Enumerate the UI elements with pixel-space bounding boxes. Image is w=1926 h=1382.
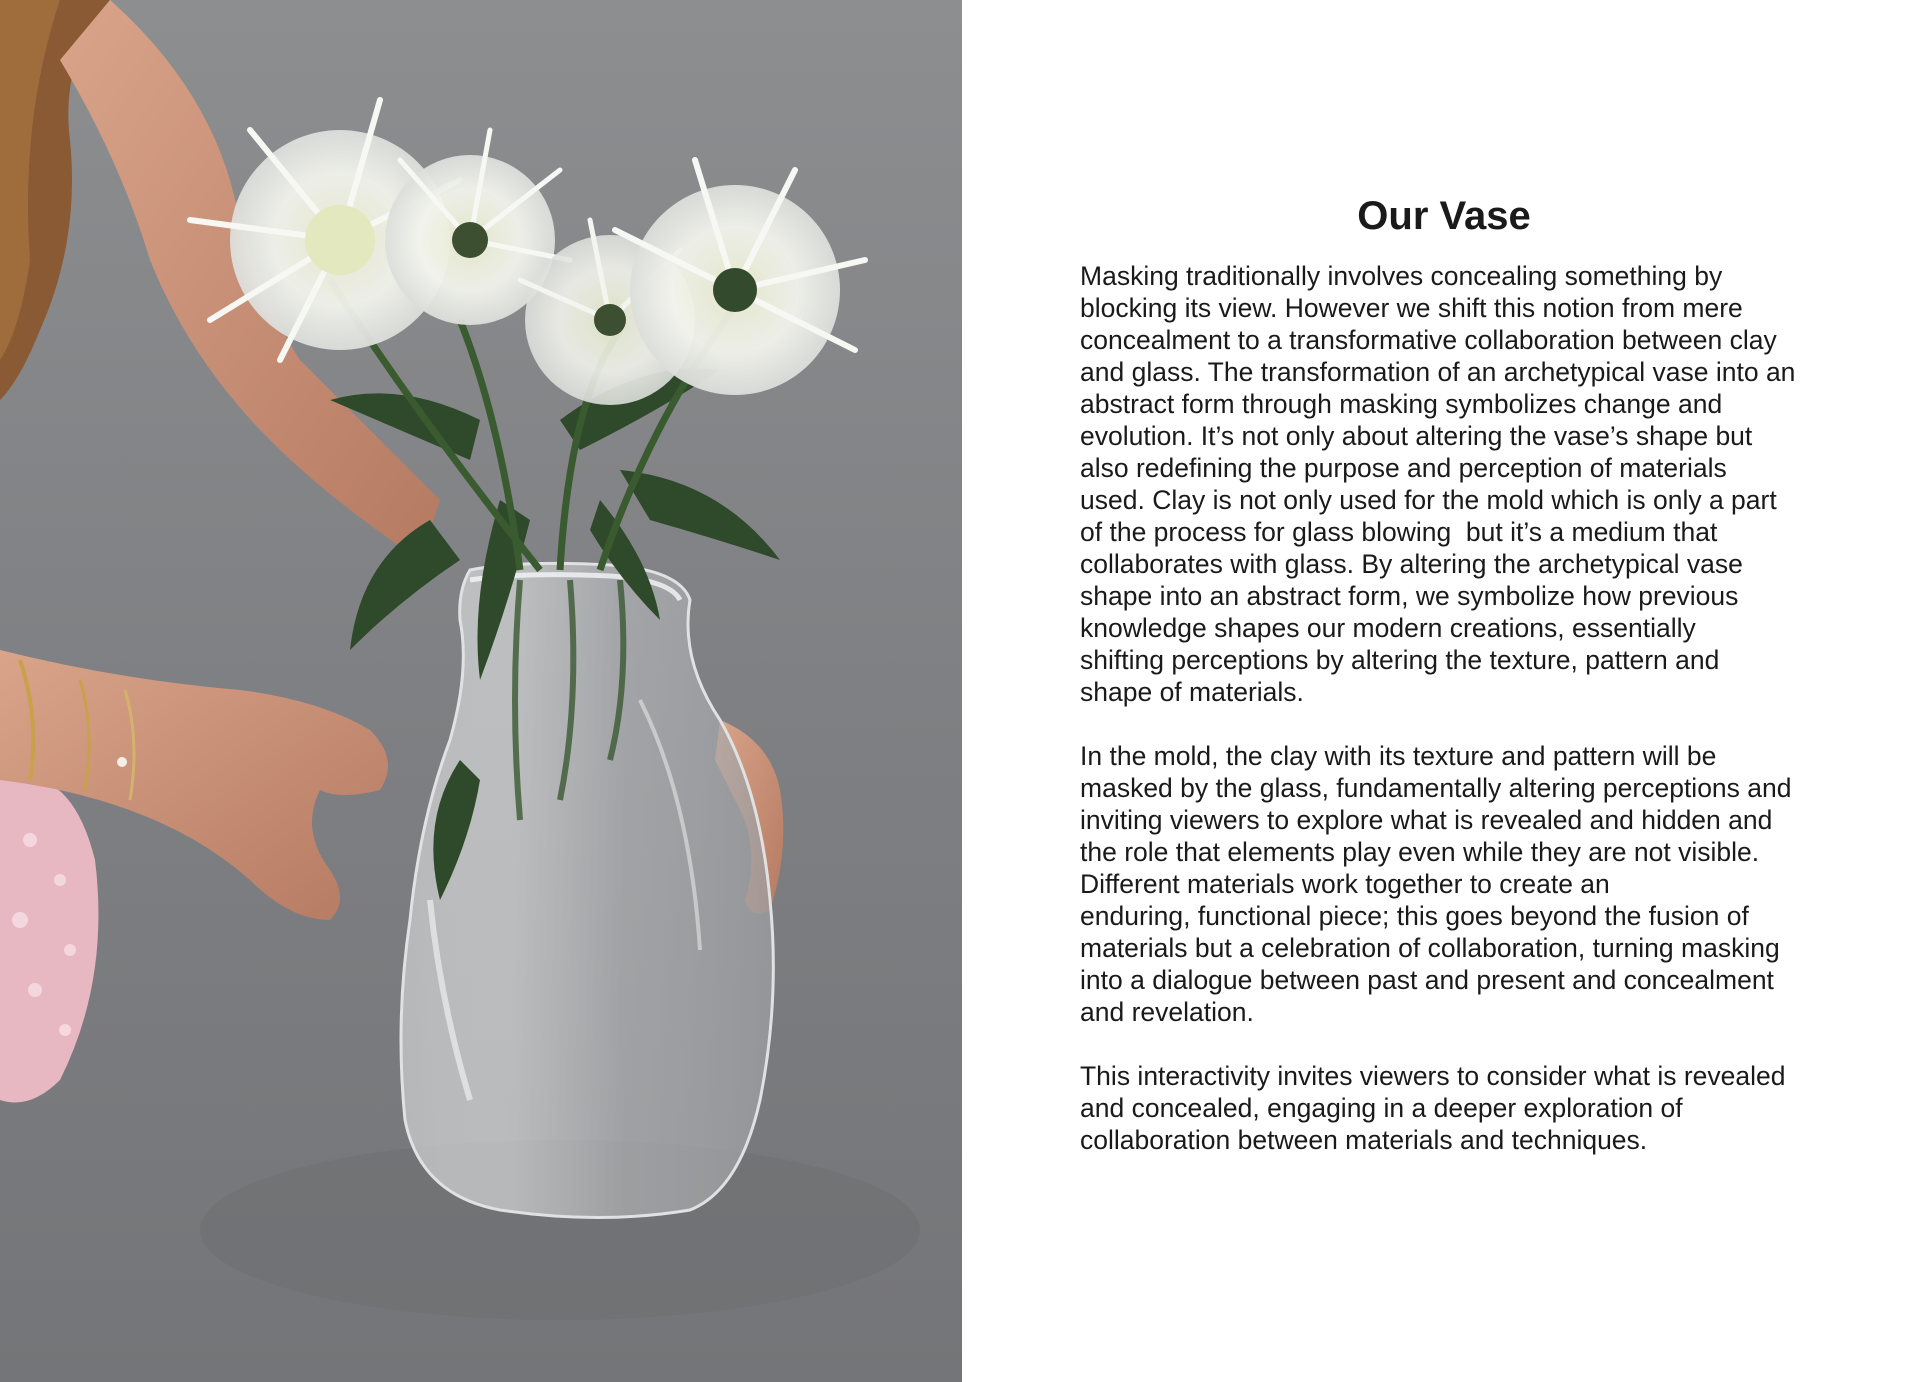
text-line: collaboration between materials and techniques. [1080, 1125, 1648, 1155]
text-line: knowledge shapes our modern creations, essentially [1080, 613, 1696, 643]
vase-photo-illustration [0, 0, 962, 1382]
text-line: shape of materials. [1080, 677, 1304, 707]
page-title: Our Vase [1357, 194, 1531, 238]
text-line: shape into an abstract form, we symbolize how previous [1080, 581, 1739, 611]
paragraph-3 [1080, 1060, 1840, 1156]
text-line: also redefining the purpose and perception of materials [1080, 453, 1727, 483]
text-line: enduring, functional piece; this goes beyond the fusion of [1080, 901, 1749, 931]
text-line: Different materials work together to create an [1080, 869, 1610, 899]
text-line: evolution. It’s not only about altering the vase’s shape but [1080, 421, 1753, 451]
body-text [1080, 260, 1840, 1188]
text-line: and concealed, engaging in a deeper exploration of [1080, 1093, 1683, 1123]
text-line: In the mold, the clay with its texture and pattern will be [1080, 741, 1717, 771]
text-line: materials but a celebration of collaboration, turning masking [1080, 933, 1780, 963]
text-line: abstract form through masking symbolizes change and [1080, 389, 1723, 419]
text-line: the role that elements play even while they are not visible. [1080, 837, 1760, 867]
text-line: masked by the glass, fundamentally altering perceptions and [1080, 773, 1792, 803]
text-panel [962, 0, 1926, 1382]
text-line: Masking traditionally involves concealing something by [1080, 261, 1723, 291]
paragraph-2 [1080, 740, 1840, 1028]
text-line: shifting perceptions by altering the texture, pattern and [1080, 645, 1720, 675]
text-line: and revelation. [1080, 997, 1254, 1027]
text-line: and glass. The transformation of an archetypical vase into an [1080, 357, 1796, 387]
text-line: This interactivity invites viewers to consider what is revealed [1080, 1061, 1786, 1091]
text-line: blocking its view. However we shift this notion from mere [1080, 293, 1743, 323]
vase-photo [0, 0, 962, 1382]
paragraph-1 [1080, 260, 1840, 708]
text-line: of the process for glass blowing but it’s a medium that [1080, 517, 1718, 547]
text-line: into a dialogue between past and present and concealment [1080, 965, 1774, 995]
text-line: concealment to a transformative collaboration between clay [1080, 325, 1777, 355]
text-line: inviting viewers to explore what is revealed and hidden and [1080, 805, 1773, 835]
text-line: collaborates with glass. By altering the archetypical vase [1080, 549, 1743, 579]
text-line: used. Clay is not only used for the mold which is only a part [1080, 485, 1777, 515]
